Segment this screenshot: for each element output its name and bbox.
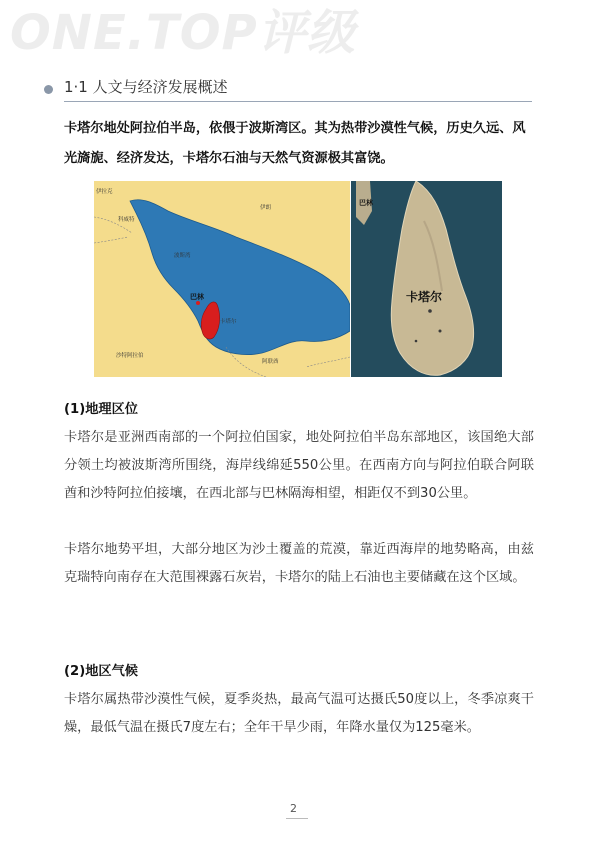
map-label-gulf: 波斯湾	[174, 253, 191, 259]
lead-paragraph: 卡塔尔地处阿拉伯半岛，依偎于波斯湾区。其为热带沙漠性气候，历史久远、风光旖旎、经济发达，卡塔尔石油与天然气资源极其富饶。	[64, 121, 526, 166]
satellite-photo	[350, 181, 502, 377]
photo-label-bahrain: 巴林	[359, 199, 373, 207]
section-header	[44, 76, 532, 102]
page-number-underline	[286, 818, 308, 819]
watermark-logo: ONE.TOP评级	[10, 5, 356, 61]
map-label-qatar: 卡塔尔	[220, 319, 237, 325]
political-map	[94, 181, 350, 377]
map-label-bahrain: 巴林	[190, 293, 204, 301]
map-label-iran: 伊朗	[260, 205, 272, 211]
section-heading-climate: (2)地区气候	[64, 664, 138, 679]
section-divider	[64, 101, 532, 102]
photo-label-qatar: 卡塔尔	[406, 290, 443, 304]
section-heading-location: (1)地理区位	[64, 402, 138, 417]
map-label-uae: 阿联酋	[262, 359, 279, 365]
qatar-map-figure	[94, 181, 502, 377]
paragraph-location-2: 卡塔尔地势平坦，大部分地区为沙土覆盖的荒漠，靠近西海岸的地势略高，由兹克瑞特向南存在大范围裸露石灰岩，卡塔尔的陆上石油也主要储藏在这个区域。	[64, 542, 534, 585]
map-label-saudi: 沙特阿拉伯	[116, 353, 144, 359]
section-title: 1·1 人文与经济发展概述	[64, 78, 228, 96]
section-bullet-icon	[44, 85, 53, 94]
map-label-kuwait: 科威特	[118, 217, 135, 223]
paragraph-climate: 卡塔尔属热带沙漠性气候，夏季炎热，最高气温可达摄氏50度以上，冬季凉爽干燥，最低气温在摄氏7度左右；全年干旱少雨，年降水量仅为125毫米。	[64, 692, 534, 735]
page-number: 2	[290, 802, 297, 815]
map-label-iraq: 伊拉克	[96, 189, 113, 195]
paragraph-location-1: 卡塔尔是亚洲西南部的一个阿拉伯国家，地处阿拉伯半岛东部地区，该国绝大部分领土均被波斯湾所围绕，海岸线绵延550公里。在西南方向与阿拉伯联合阿联酋和沙特阿拉伯接壤，在西北部与巴林隔海相望，相距仅不到30公里。	[64, 430, 534, 501]
